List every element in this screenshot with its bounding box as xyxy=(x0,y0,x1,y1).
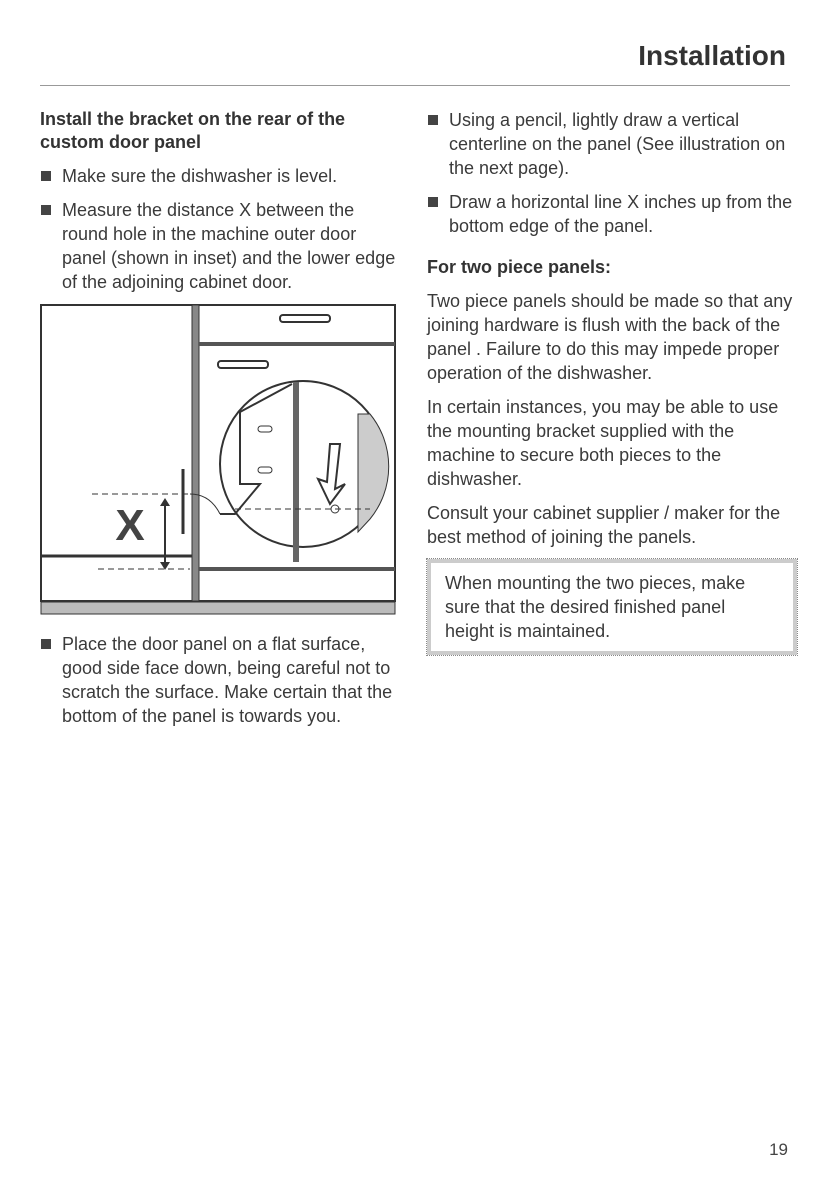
list-item xyxy=(427,108,797,180)
subheading: For two piece panels: xyxy=(427,257,612,277)
list-item-text: Place the door panel on a flat surface, good side face down, being careful not to scratch the surface. Make certain that the bottom of the panel is towards you. xyxy=(62,634,393,726)
paragraph: In certain instances, you may be able to use the mounting bracket supplied with the machine to secure both pieces to the dishwasher. xyxy=(427,397,779,489)
list-item-text: Make sure the dishwasher is level. xyxy=(62,166,338,186)
section-heading: Install the bracket on the rear of the custom door panel xyxy=(40,109,346,152)
list-item xyxy=(40,164,400,188)
list-item xyxy=(427,190,797,238)
bullet-icon xyxy=(41,171,51,181)
left-column xyxy=(40,108,400,738)
note-box: When mounting the two pieces, make sure that the desired finished panel height is maintained. xyxy=(427,559,797,655)
page-title: Installation xyxy=(638,40,786,71)
bullet-icon xyxy=(428,197,438,207)
list-item-text: Measure the distance X between the round hole in the machine outer door panel (shown in inset) and the lower edge of the adjoining cabinet door. xyxy=(62,200,396,292)
list-item xyxy=(40,198,400,294)
bullet-icon xyxy=(41,205,51,215)
distance-x-label: X xyxy=(115,501,145,550)
list-item-text: Using a pencil, lightly draw a vertical centerline on the panel (See illustration on the next page). xyxy=(449,110,786,178)
paragraph: Consult your cabinet supplier / maker for the best method of joining the panels. xyxy=(427,503,781,547)
bracket-illustration xyxy=(40,304,396,616)
list-item xyxy=(40,632,400,728)
right-column xyxy=(427,108,797,655)
page-number: 19 xyxy=(769,1140,788,1159)
bullet-icon xyxy=(41,639,51,649)
bullet-icon xyxy=(428,115,438,125)
header-divider xyxy=(40,85,790,86)
list-item-text: Draw a horizontal line X inches up from the bottom edge of the panel. xyxy=(449,192,793,236)
paragraph: Two piece panels should be made so that any joining hardware is flush with the back of the panel . Failure to do this may impede proper operation of the dishwasher. xyxy=(427,291,793,383)
